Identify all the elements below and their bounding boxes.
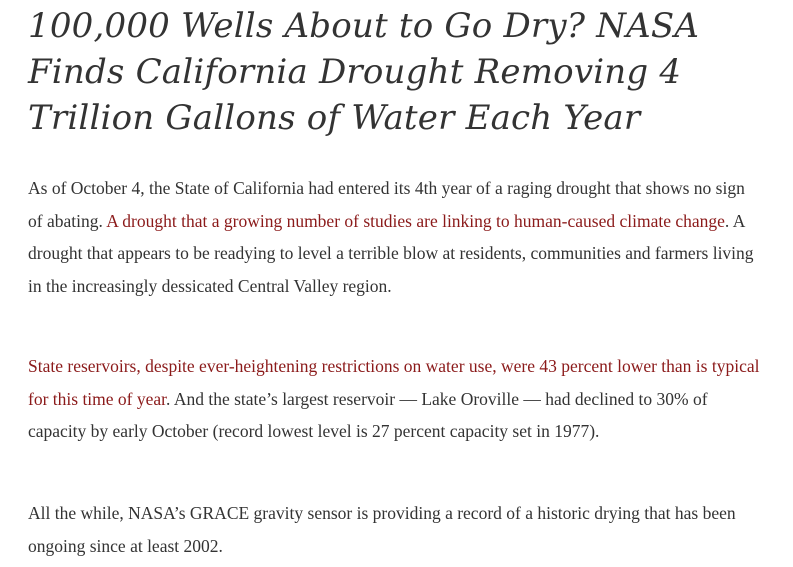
paragraph-1 [28,172,758,302]
article-title: 100,000 Wells About to Go Dry? NASA Finds California Drought Removing 4 Trillion Gallons of Water Each Year [28,6,700,138]
article [28,0,768,556]
paragraph-2-text-after: . And the state’s largest reservoir — Lake Oroville — had declined to 30% of capacity by early October (record lowest level is 27 percent capacity set in 1977). [28,388,708,441]
paragraph-3: All the while, NASA’s GRACE gravity sensor is providing a record of a historic drying that has been ongoing since at least 2002. [28,503,736,556]
paragraph-1-text-before: As of October 4, the State of California had entered its 4th year of a raging drought that shows no sign of abating. [28,178,745,231]
paragraph-2 [28,350,763,448]
climate-change-studies-link[interactable]: A drought that a growing number of studies are linking to human-caused climate change [106,210,725,231]
paragraph-1-text-after: . A drought that appears to be readying to level a terrible blow at residents, communities and farmers living in the increasingly dessicated Central Valley region. [28,210,754,296]
state-reservoirs-link[interactable]: State reservoirs, despite ever-heightening restrictions on water use, were 43 percent lower than is typical for this time of year [28,356,760,409]
